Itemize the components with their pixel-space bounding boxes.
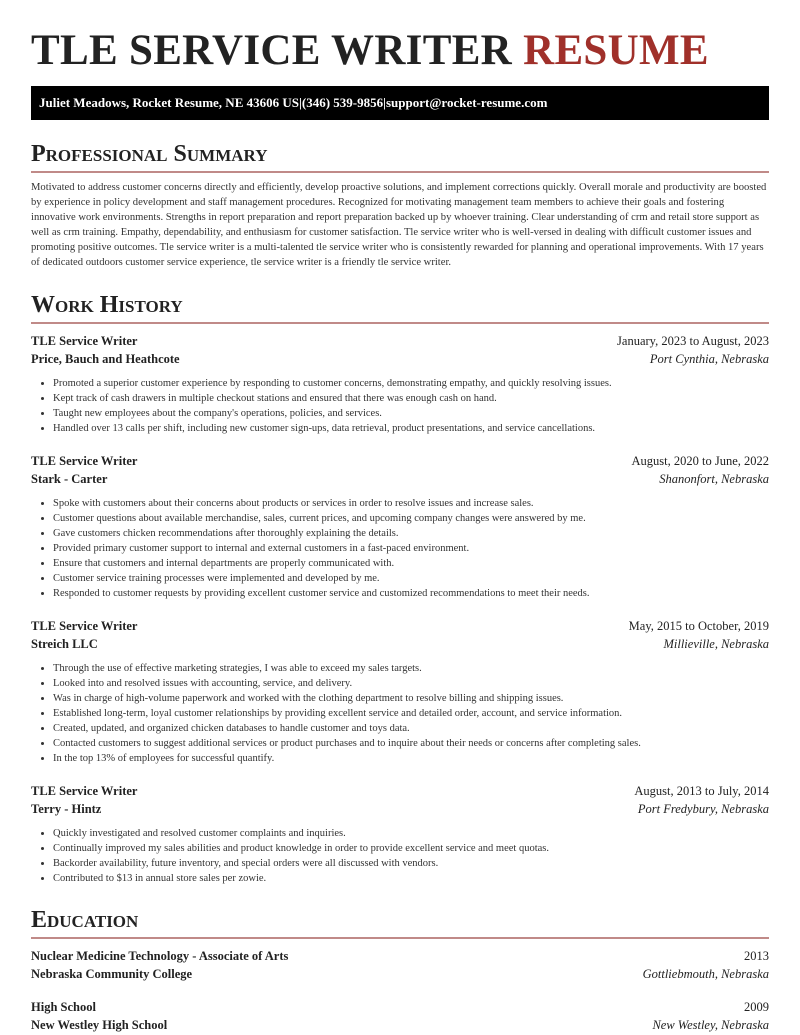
job-location: Port Fredybury, Nebraska [637,801,769,816]
job-entry [31,782,769,886]
job-bullet: • Quickly investigated and resolved customer complaints and inquiries. [53,826,769,841]
summary-text: Motivated to address customer concerns directly and efficiently, develop proactive solutions, and implement corrections quickly. Overall morale and productivity are boosted by experience in policy development and staff management procedures. Recognized for motivating management team members to achieve their goals and fostering innovative work environments. Strengths in report preparation and report preparation backed up by whoever training. Clear understanding of crm and retail store support as well as crm training. Empathy, dependability, and enthusiasm for customer satisfaction. Tle service writer who is well-versed in dealing with difficult customer issues and promoting positive outcomes. Tle service writer is a multi-talented tle service writer who is consistently rewarded for planning and operational improvements. With 17 years of dedicated outdoors customer service experience, tle service writer is a friendly tle service writer. [31,182,767,269]
edu-year: 2013 [744,948,769,963]
job-entry [31,617,769,766]
job-bullet: • Contributed to $13 in annual store sales per zowie. [53,871,769,886]
resume-title [31,28,769,74]
contact-email: support@rocket-resume.com [385,95,548,110]
job-dates: May, 2015 to October, 2019 [628,618,769,633]
education-entry [31,998,769,1034]
title-accent: RESUME [523,27,709,74]
contact-phone: (346) 539-9856 [301,95,384,110]
job-location: Shanonfort, Nebraska [659,471,769,486]
job-bullet: • Handled over 13 calls per shift, including new customer sign-ups, data retrieval, product presentations, and service cancellations. [53,421,769,436]
job-bullet: • Continually improved my sales abilities and product knowledge in order to provide excellent service and meet quotas. [53,841,769,856]
job-title: TLE Service Writer [31,783,138,798]
job-bullet: • Promoted a superior customer experience by responding to customer concerns, demonstrating empathy, and quickly resolving issues. [53,376,769,391]
job-entry [31,332,769,436]
job-dates: January, 2023 to August, 2023 [617,333,769,348]
job-bullet: • Created, updated, and organized chicken databases to handle customer and toys data. [53,721,769,736]
job-bullet: • Responded to customer requests by providing excellent customer service and customized recommendations to meet their needs. [53,586,769,601]
job-company: Stark - Carter [31,471,108,486]
contact-address: Juliet Meadows, Rocket Resume, NE 43606 US [39,95,299,110]
job-bullet: • Spoke with customers about their concerns about products or services in order to resolve issues and increase sales. [53,496,769,511]
section-heading-summary: Professional Summary [31,140,769,173]
job-dates: August, 2020 to June, 2022 [631,453,769,468]
job-company: Terry - Hintz [31,801,102,816]
job-title: TLE Service Writer [31,333,138,348]
job-location: Millieville, Nebraska [663,636,769,651]
edu-year: 2009 [744,999,769,1014]
job-bullet: • Looked into and resolved issues with accounting, service, and delivery. [53,676,769,691]
school: Nebraska Community College [31,966,193,981]
job-dates: August, 2013 to July, 2014 [634,783,769,798]
edu-location: New Westley, Nebraska [652,1017,769,1032]
job-bullets [53,496,769,601]
job-company: Price, Bauch and Heathcote [31,351,180,366]
job-bullets [53,376,769,436]
section-heading-education: Education [31,906,769,939]
school: New Westley High School [31,1017,168,1032]
job-bullet: • Through the use of effective marketing strategies, I was able to exceed my sales targets. [53,661,769,676]
job-bullet: • Ensure that customers and internal departments are properly communicated with. [53,556,769,571]
education-list [31,947,769,1034]
job-company: Streich LLC [31,636,98,651]
job-bullet: • Backorder availability, future inventory, and special orders were all discussed with vendors. [53,856,769,871]
degree: High School [31,999,96,1014]
job-title: TLE Service Writer [31,453,138,468]
job-bullet: • Customer questions about available merchandise, sales, current prices, and upcoming company changes were answered by me. [53,511,769,526]
job-bullets [53,826,769,886]
contact-bar [31,86,769,120]
education-entry [31,947,769,983]
job-bullet: • Provided primary customer support to internal and external customers in a fast-paced environment. [53,541,769,556]
job-bullet: • Was in charge of high-volume paperwork and worked with the clothing department to resolve billing and shipping issues. [53,691,769,706]
job-bullet: • Established long-term, loyal customer relationships by providing excellent service and detailed order, account, and service information. [53,706,769,721]
edu-location: Gottliebmouth, Nebraska [642,966,769,981]
work-history [31,332,769,886]
job-title: TLE Service Writer [31,618,138,633]
job-location: Port Cynthia, Nebraska [649,351,769,366]
separator: | [298,95,302,110]
job-bullets [53,661,769,766]
job-bullet: • Taught new employees about the company's operations, policies, and services. [53,406,769,421]
job-bullet: • Kept track of cash drawers in multiple checkout stations and ensured that there was enough cash on hand. [53,391,769,406]
section-heading-work: Work History [31,291,769,324]
job-bullet: • Gave customers chicken recommendations after thoroughly explaining the details. [53,526,769,541]
separator: | [383,95,386,110]
job-entry [31,452,769,601]
title-main: TLE SERVICE WRITER [31,27,513,74]
job-bullet: • Contacted customers to suggest additional services or product purchases and to inquire about their needs or concerns after completing sales. [53,736,769,751]
job-bullet: • Customer service training processes were implemented and developed by me. [53,571,769,586]
job-bullet: • In the top 13% of employees for successful quantify. [53,751,769,766]
degree: Nuclear Medicine Technology - Associate of Arts [31,948,289,963]
